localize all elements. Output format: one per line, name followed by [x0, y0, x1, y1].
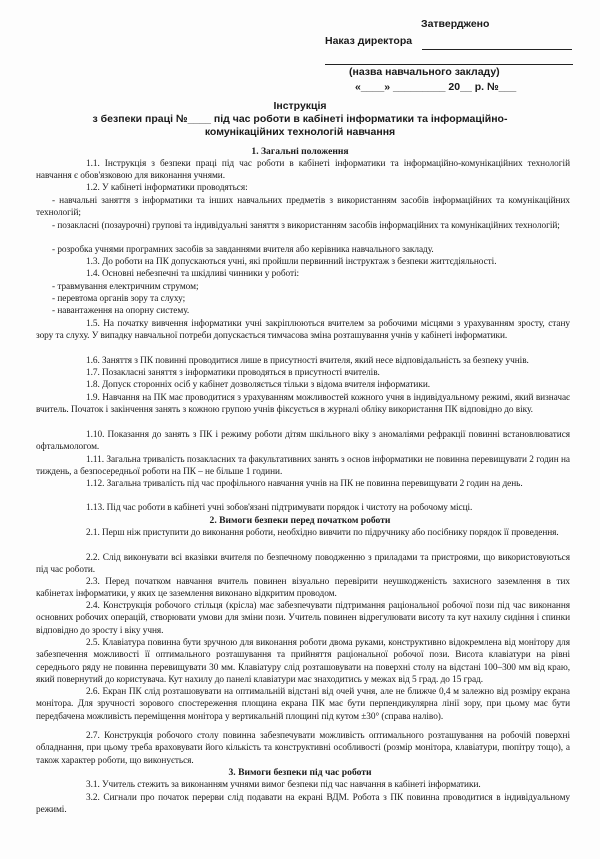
paragraph-2-7: 2.7. Конструкція робочого столу повинна забезпечувати можливість оптимального розташування на робочій поверхні обладнання, при цьому треба враховувати його кількість та конструктивні особливості (розмір монітора, клавіатури, пюпітру тощо), а також характер роботи, що виконується.	[36, 731, 570, 766]
paragraph-2-1: 2.1. Перш ніж приступити до виконання роботи, необхідно вивчити по підручнику або посібнику порядок її проведення.	[86, 528, 559, 538]
paragraph-1-4: 1.4. Основні небезпечні та шкідливі чинники у роботі:	[86, 269, 300, 279]
approval-date-line: «____» _________ 20__ р. №___	[355, 81, 517, 93]
bullet-musculoskeletal: - навантаження на опорну систему.	[52, 306, 190, 316]
paragraph-2-3: 2.3. Перед початком навчання вчитель повинен візуально перевірити неушкодженість захисного заземлення в тих кабінетах інформатики, у яких це заземлення виконано відкритим проводом.	[36, 577, 570, 600]
approved-label: Затверджено	[421, 18, 490, 30]
paragraph-1-11: 1.11. Загальна тривалість позакласних та факультативних занять з основ інформатики не повинна перевищувати 2 годин на тиждень, а безпосередньої роботи на ПК – не більше 1 години.	[36, 455, 570, 478]
paragraph-2-5: 2.5. Клавіатура повинна бути зручною для виконання роботи двома руками, конструктивно відокремлена від монітору для забезпечення можливості її оптимального розташування та прийняття раціональної робочої пози. Висота клавіатури на рівні середнього ряду не повинна перевищувати 30 мм. Клавіатуру слід розташовувати на поверхні столу на відстані 100–300 мм від краю, який повернутий до користувача. Кут нахилу до панелі клавіатури має знаходитись у межах від 5 град. до 15 град.	[36, 638, 570, 685]
institution-line	[325, 64, 573, 65]
paragraph-2-6: 2.6. Екран ПК слід розташовувати на оптимальній відстані від очей учня, але не ближче 0,4 м залежно від розміру екрана монітора. Для зручності зорового спостереження площина екрана ПК має бути перпендикулярна лінії зору, при цьому має бути передбачена можливість переміщення монітора у вертикальній площині під кутом ±30° (справа наліво).	[36, 687, 570, 722]
paragraph-1-7: 1.7. Позакласні заняття з інформатики проводяться в присутності вчителів.	[86, 368, 380, 378]
paragraph-1-6: 1.6. Заняття з ПК повинні проводитися лише в присутності вчителя, який несе відповідальність за безпеку учнів.	[86, 356, 529, 366]
paragraph-1-10: 1.10. Показання до занять з ПК і режиму роботи дітям шкільного віку з аномаліями рефракції повинні встановлюватися офтальмологом.	[36, 430, 570, 453]
paragraph-1-5: 1.5. На початку вивчення інформатики учні закріплюються вчителем за робочими місцями з урахуванням зросту, стану зору та слуху. У випадку навчальної потреби допускається тимчасова зміна розташування учнів у кабінеті інформатики.	[36, 319, 570, 342]
institution-caption: (назва навчального закладу)	[349, 66, 500, 78]
doc-subtitle-line-2: комунікаційних технологій навчання	[204, 126, 396, 138]
section-heading-2: 2. Вимоги безпеки перед початком роботи	[209, 515, 391, 526]
paragraph-3-2: 3.2. Сигнали про початок перерви слід подавати на екрані ВДМ. Робота з ПК повинна проводитися в індивідуальному режимі.	[36, 793, 570, 816]
bullet-electric-shock: - травмування електричним струмом;	[52, 282, 199, 292]
paragraph-1-12: 1.12. Загальна тривалість під час профільного навчання учнів на ПК не повинна перевищувати 2 годин на день.	[86, 479, 523, 489]
order-label: Наказ директора	[325, 35, 413, 47]
doc-title: Інструкція	[273, 100, 327, 112]
paragraph-3-1: 3.1. Учитель стежить за виконанням учнями вимог безпеки під час навчання в кабінеті інформатики.	[86, 780, 481, 790]
paragraph-1-2: 1.2. У кабінеті інформатики проводяться:	[86, 183, 248, 193]
paragraph-1-1: 1.1. Інструкція з безпеки праці під час роботи в кабінеті інформатики та інформаційно-комунікаційних технологій навчання є обов'язковою для виконання учнями.	[36, 159, 570, 182]
paragraph-1-3: 1.3. До роботи на ПК допускаються учні, які пройшли первинний інструктаж з безпеки життєдіяльності.	[86, 257, 497, 267]
doc-subtitle-line-1: з безпеки праці №____ під час роботи в кабінеті інформатики та інформаційно-	[92, 113, 508, 125]
order-signature-line	[422, 49, 572, 50]
paragraph-1-8: 1.8. Допуск сторонніх осіб у кабінет дозволяється тільки з відома вчителя інформатики.	[86, 380, 431, 390]
section-heading-1: 1. Загальні положення	[251, 146, 349, 157]
bullet-eye-strain: - перевтома органів зору та слуху;	[52, 294, 186, 304]
bullet-software-development: - розробка учнями програмних засобів за завданнями вчителя або керівника навчального закладу.	[52, 245, 434, 255]
paragraph-2-4: 2.4. Конструкція робочого стільця (крісла) має забезпечувати підтримання раціональної робочої пози під час виконання основних робочих операцій, створювати умови для зміни пози. Учитель повинен відрегулювати висоту та кут нахилу сидіння і спинки відповідно до зросту і віку учня.	[36, 601, 570, 636]
paragraph-1-13: 1.13. Під час роботи в кабінеті учні зобов'язані підтримувати порядок і чистоту на робочому місці.	[86, 503, 473, 513]
bullet-lessons: - навчальні заняття з інформатики та інших навчальних предметів з використанням засобів інформаційних та комунікаційних технологій;	[36, 196, 570, 219]
paragraph-1-9: 1.9. Навчання на ПК має проводитися з урахуванням можливостей кожного учня в індивідуальному режимі, який визначає вчитель. Початок і закінчення занять з кожною групою учнів фіксується в журналі обліку використання ПК відповідно до віку.	[36, 393, 570, 416]
bullet-extracurricular: - позакласні (позаурочні) групові та індивідуальні заняття з використанням засобів інформаційних та комунікаційних технологій;	[52, 221, 560, 231]
section-heading-3: 3. Вимоги безпеки під час роботи	[228, 767, 372, 778]
paragraph-2-2: 2.2. Слід виконувати всі вказівки вчителя по безпечному поводженню з приладами та пристроями, що використовуються під час роботи.	[36, 553, 570, 576]
